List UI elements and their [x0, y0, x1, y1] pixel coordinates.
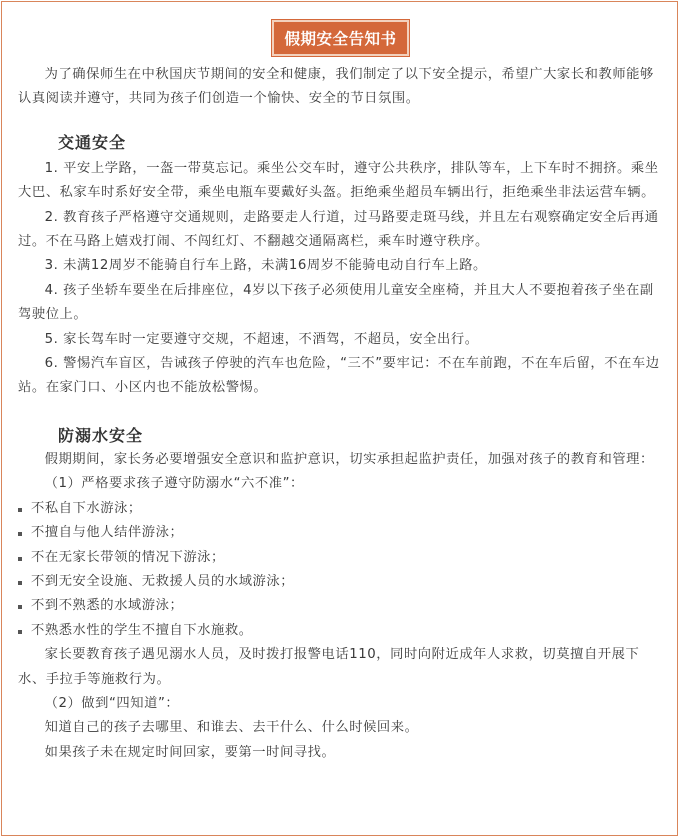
intro-paragraph: 为了确保师生在中秋国庆节期间的安全和健康，我们制定了以下安全提示，希望广大家长和教师能够认真阅读并遵守，共同为孩子们创造一个愉快、安全的节日氛围。 [18, 67, 654, 107]
water-rule-5: 不到不熟悉的水域游泳； [18, 594, 663, 618]
water-know-2: 如果孩子未在规定时间回家，要第一时间寻找。 [44, 744, 336, 760]
title-container [0, 20, 681, 56]
traffic-item-1: 1. 平安上学路，一盔一带莫忘记。乘坐公交车时，遵守公共秩序，排队等车，上下车时不拥挤。乘坐大巴、私家车时系好安全带，乘坐电瓶车要戴好头盔。拒绝乘坐超员车辆出行，拒绝乘坐非法运营车辆。 [18, 160, 659, 201]
water-heading: 防溺水安全 [58, 425, 144, 445]
traffic-item-4: 4. 孩子坐轿车要坐在后排座位，4岁以下孩子必须使用儿童安全座椅，并且大人不要抱着孩子坐在副驾驶位上。 [18, 282, 654, 323]
water-rule-3: 不在无家长带领的情况下游泳； [18, 546, 663, 570]
page-title: 假期安全告知书 [272, 20, 408, 56]
water-intro: 假期期间，家长务必要增强安全意识和监护意识，切实承担起监护责任，加强对孩子的教育和管理： [44, 451, 654, 467]
traffic-item-5: 5. 家长驾车时一定要遵守交规，不超速，不酒驾，不超员，安全出行。 [44, 331, 479, 347]
traffic-item-6: 6. 警惕汽车盲区，告诫孩子停驶的汽车也危险，“三不”要牢记：不在车前跑，不在车后留，不在车边站。在家门口、小区内也不能放松警惕。 [18, 356, 660, 396]
water-rescue-paragraph: 家长要教育孩子遇见溺水人员，及时拨打报警电话110，同时向附近成年人求救，切莫擅自开展下水、手拉手等施救行为。 [18, 647, 640, 687]
water-sub-heading-2: （2）做到“四知道”： [44, 695, 180, 711]
water-know-1: 知道自己的孩子去哪里、和谁去、去干什么、什么时候回来。 [44, 720, 419, 736]
water-rule-6: 不熟悉水性的学生不擅自下水施救。 [18, 619, 663, 643]
notice-body [18, 58, 663, 765]
water-rule-1: 不私自下水游泳； [18, 497, 663, 521]
water-rule-4: 不到无安全设施、无救援人员的水域游泳； [18, 570, 663, 594]
traffic-heading: 交通安全 [58, 132, 127, 152]
traffic-item-3: 3. 未满12周岁不能骑自行车上路，未满16周岁不能骑电动自行车上路。 [44, 258, 487, 274]
water-rule-2: 不擅自与他人结伴游泳； [18, 521, 663, 545]
traffic-item-2: 2. 教育孩子严格遵守交通规则，走路要走人行道，过马路要走斑马线，并且左右观察确定安全后再通过。不在马路上嬉戏打闹、不闯红灯、不翻越交通隔离栏，乘车时遵守秩序。 [18, 209, 659, 250]
water-sub-heading-1: （1）严格要求孩子遵守防溺水“六不准”： [44, 476, 304, 492]
